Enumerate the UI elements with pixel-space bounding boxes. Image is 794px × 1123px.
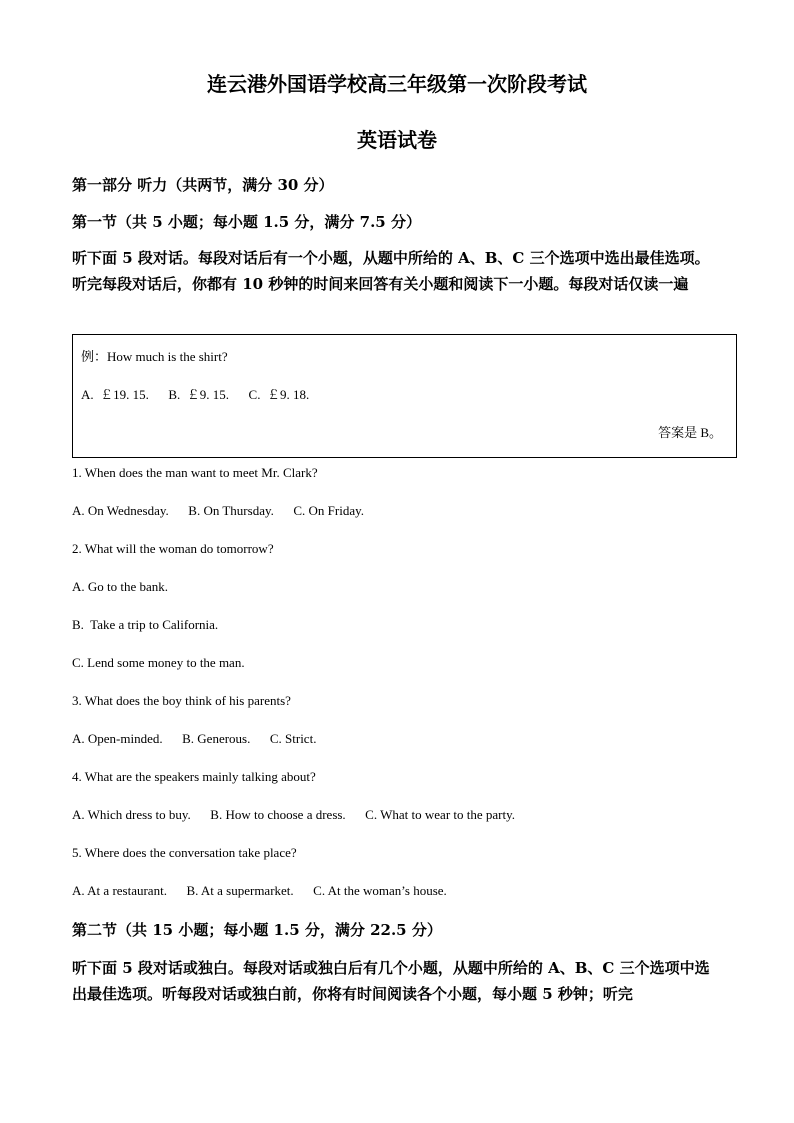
question-2-option-b: B. Take a trip to California. [72,617,219,632]
section1-heading: 第一节（共 5 小题；每小题 1.5 分，满分 7.5 分） [72,213,421,231]
section2-instructions: 听下面 5 段对话或独白。每段对话或独白后有几个小题，从题中所给的 A、B、C 三个选项中选出最佳选项。听每段对话或独白前，你将有时间阅读各个小题，每小题 5 秒钟；听完 [72,959,710,1003]
section2-heading: 第二节（共 15 小题；每小题 1.5 分，满分 22.5 分） [72,921,442,939]
question-3: 3. What does the boy think of his parents? [72,693,291,708]
question-1-options: A. On Wednesday. B. On Thursday. C. On Friday. [72,503,365,518]
question-4-options: A. Which dress to buy. B. How to choose a dress. C. What to wear to the party. [72,807,516,822]
example-question: 例：How much is the shirt? [81,349,228,364]
example-options: A. ￡19. 15. B. ￡9. 15. C. ￡9. 18. [81,387,310,402]
question-2: 2. What will the woman do tomorrow? [72,541,274,556]
question-3-options: A. Open-minded. B. Generous. C. Strict. [72,731,317,746]
question-4: 4. What are the speakers mainly talking about? [72,769,316,784]
question-1: 1. When does the man want to meet Mr. Clark? [72,465,318,480]
section1-instructions: 听下面 5 段对话。每段对话后有一个小题，从题中所给的 A、B、C 三个选项中选出最佳选项。听完每段对话后，你都有 10 秒钟的时间来回答有关小题和阅读下一小题。每段对话仅读一遍 [72,249,710,293]
example-answer: 答案是 B。 [658,425,722,440]
exam-title: 连云港外国语学校高三年级第一次阶段考试 [207,72,587,96]
question-5: 5. Where does the conversation take place? [72,845,297,860]
exam-subtitle: 英语试卷 [357,128,437,152]
part1-heading: 第一部分 听力（共两节，满分 30 分） [72,176,334,194]
question-2-option-a: A. Go to the bank. [72,579,169,594]
question-2-option-c: C. Lend some money to the man. [72,655,245,670]
question-5-options: A. At a restaurant. B. At a supermarket. C. At the woman’s house. [72,883,447,898]
example-box [72,334,737,458]
